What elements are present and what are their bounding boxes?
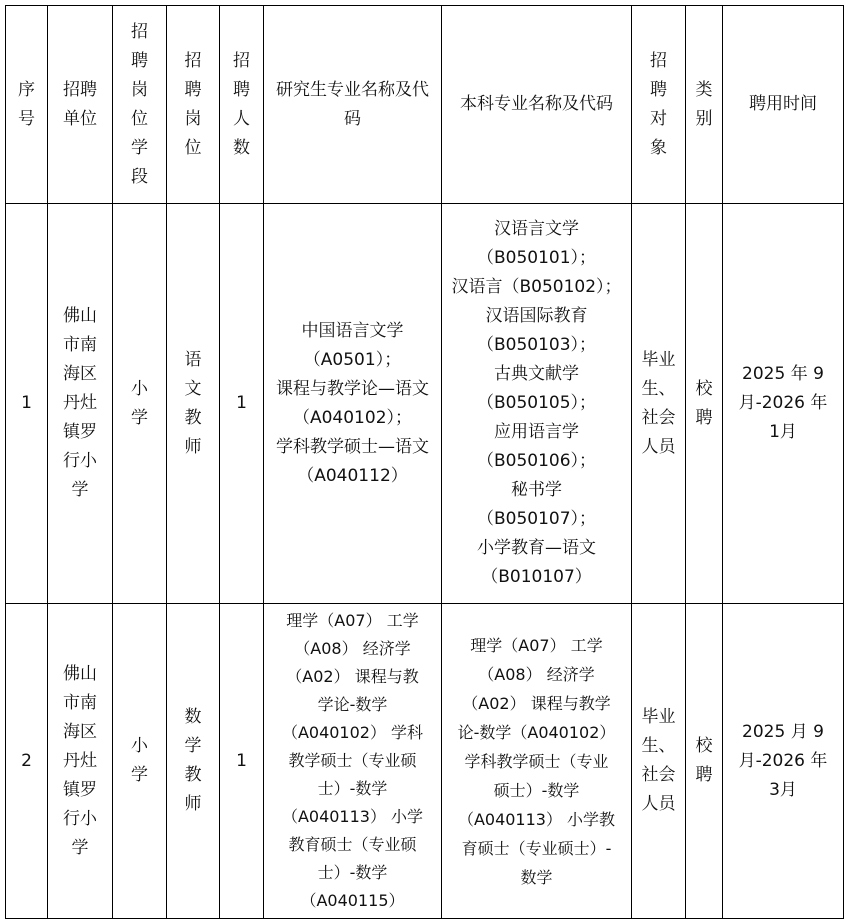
cell-period: 2025 月 9 月-2026 年 3月	[723, 604, 844, 919]
cell-category: 校聘	[686, 204, 723, 604]
header-position: 招聘岗位	[167, 6, 220, 204]
cell-position: 数学教师	[167, 604, 220, 919]
cell-unit: 佛山市南海区丹灶镇罗行小学	[48, 204, 113, 604]
cell-target: 毕业生、社会人员	[632, 204, 686, 604]
cell-count: 1	[220, 604, 264, 919]
cell-stage: 小学	[113, 604, 167, 919]
header-undergrad-major: 本科专业名称及代码	[442, 6, 632, 204]
recruitment-table	[5, 5, 844, 919]
header-count: 招聘人数	[220, 6, 264, 204]
cell-grad-major: 中国语言文学 （A0501）； 课程与教学论—语文 （A040102）； 学科教学硕士—语文 （A040112）	[264, 204, 442, 604]
table-row	[6, 204, 844, 604]
cell-unit: 佛山市南海区丹灶镇罗行小学	[48, 604, 113, 919]
cell-grad-major: 理学（A07） 工学 （A08） 经济学 （A02） 课程与教 学论-数学 （A040102） 学科 教学硕士（专业硕 士）-数学 （A040113） 小学 教育硕士（专业硕 士）-数学 （A040115）	[264, 604, 442, 919]
cell-period: 2025 年 9 月-2026 年 1月	[723, 204, 844, 604]
header-period: 聘用时间	[723, 6, 844, 204]
header-seq: 序号	[6, 6, 48, 204]
cell-stage: 小学	[113, 204, 167, 604]
table-row	[6, 604, 844, 919]
cell-undergrad-major: 理学（A07） 工学 （A08） 经济学 （A02） 课程与教学 论-数学（A040102） 学科教学硕士（专业 硕士）-数学 （A040113） 小学教 育硕士（专业硕士）- 数学	[442, 604, 632, 919]
cell-seq: 2	[6, 604, 48, 919]
cell-count: 1	[220, 204, 264, 604]
cell-category: 校聘	[686, 604, 723, 919]
header-target: 招聘对象	[632, 6, 686, 204]
cell-position: 语文教师	[167, 204, 220, 604]
header-stage: 招聘岗位学段	[113, 6, 167, 204]
cell-seq: 1	[6, 204, 48, 604]
cell-undergrad-major: 汉语言文学 （B050101）； 汉语言（B050102）； 汉语国际教育 （B050103）； 古典文献学 （B050105）； 应用语言学 （B050106）； 秘书学 （B050107）； 小学教育—语文 （B010107）	[442, 204, 632, 604]
header-row	[6, 6, 844, 204]
header-category: 类别	[686, 6, 723, 204]
header-grad-major: 研究生专业名称及代码	[264, 6, 442, 204]
header-unit: 招聘单位	[48, 6, 113, 204]
cell-target: 毕业生、社会人员	[632, 604, 686, 919]
